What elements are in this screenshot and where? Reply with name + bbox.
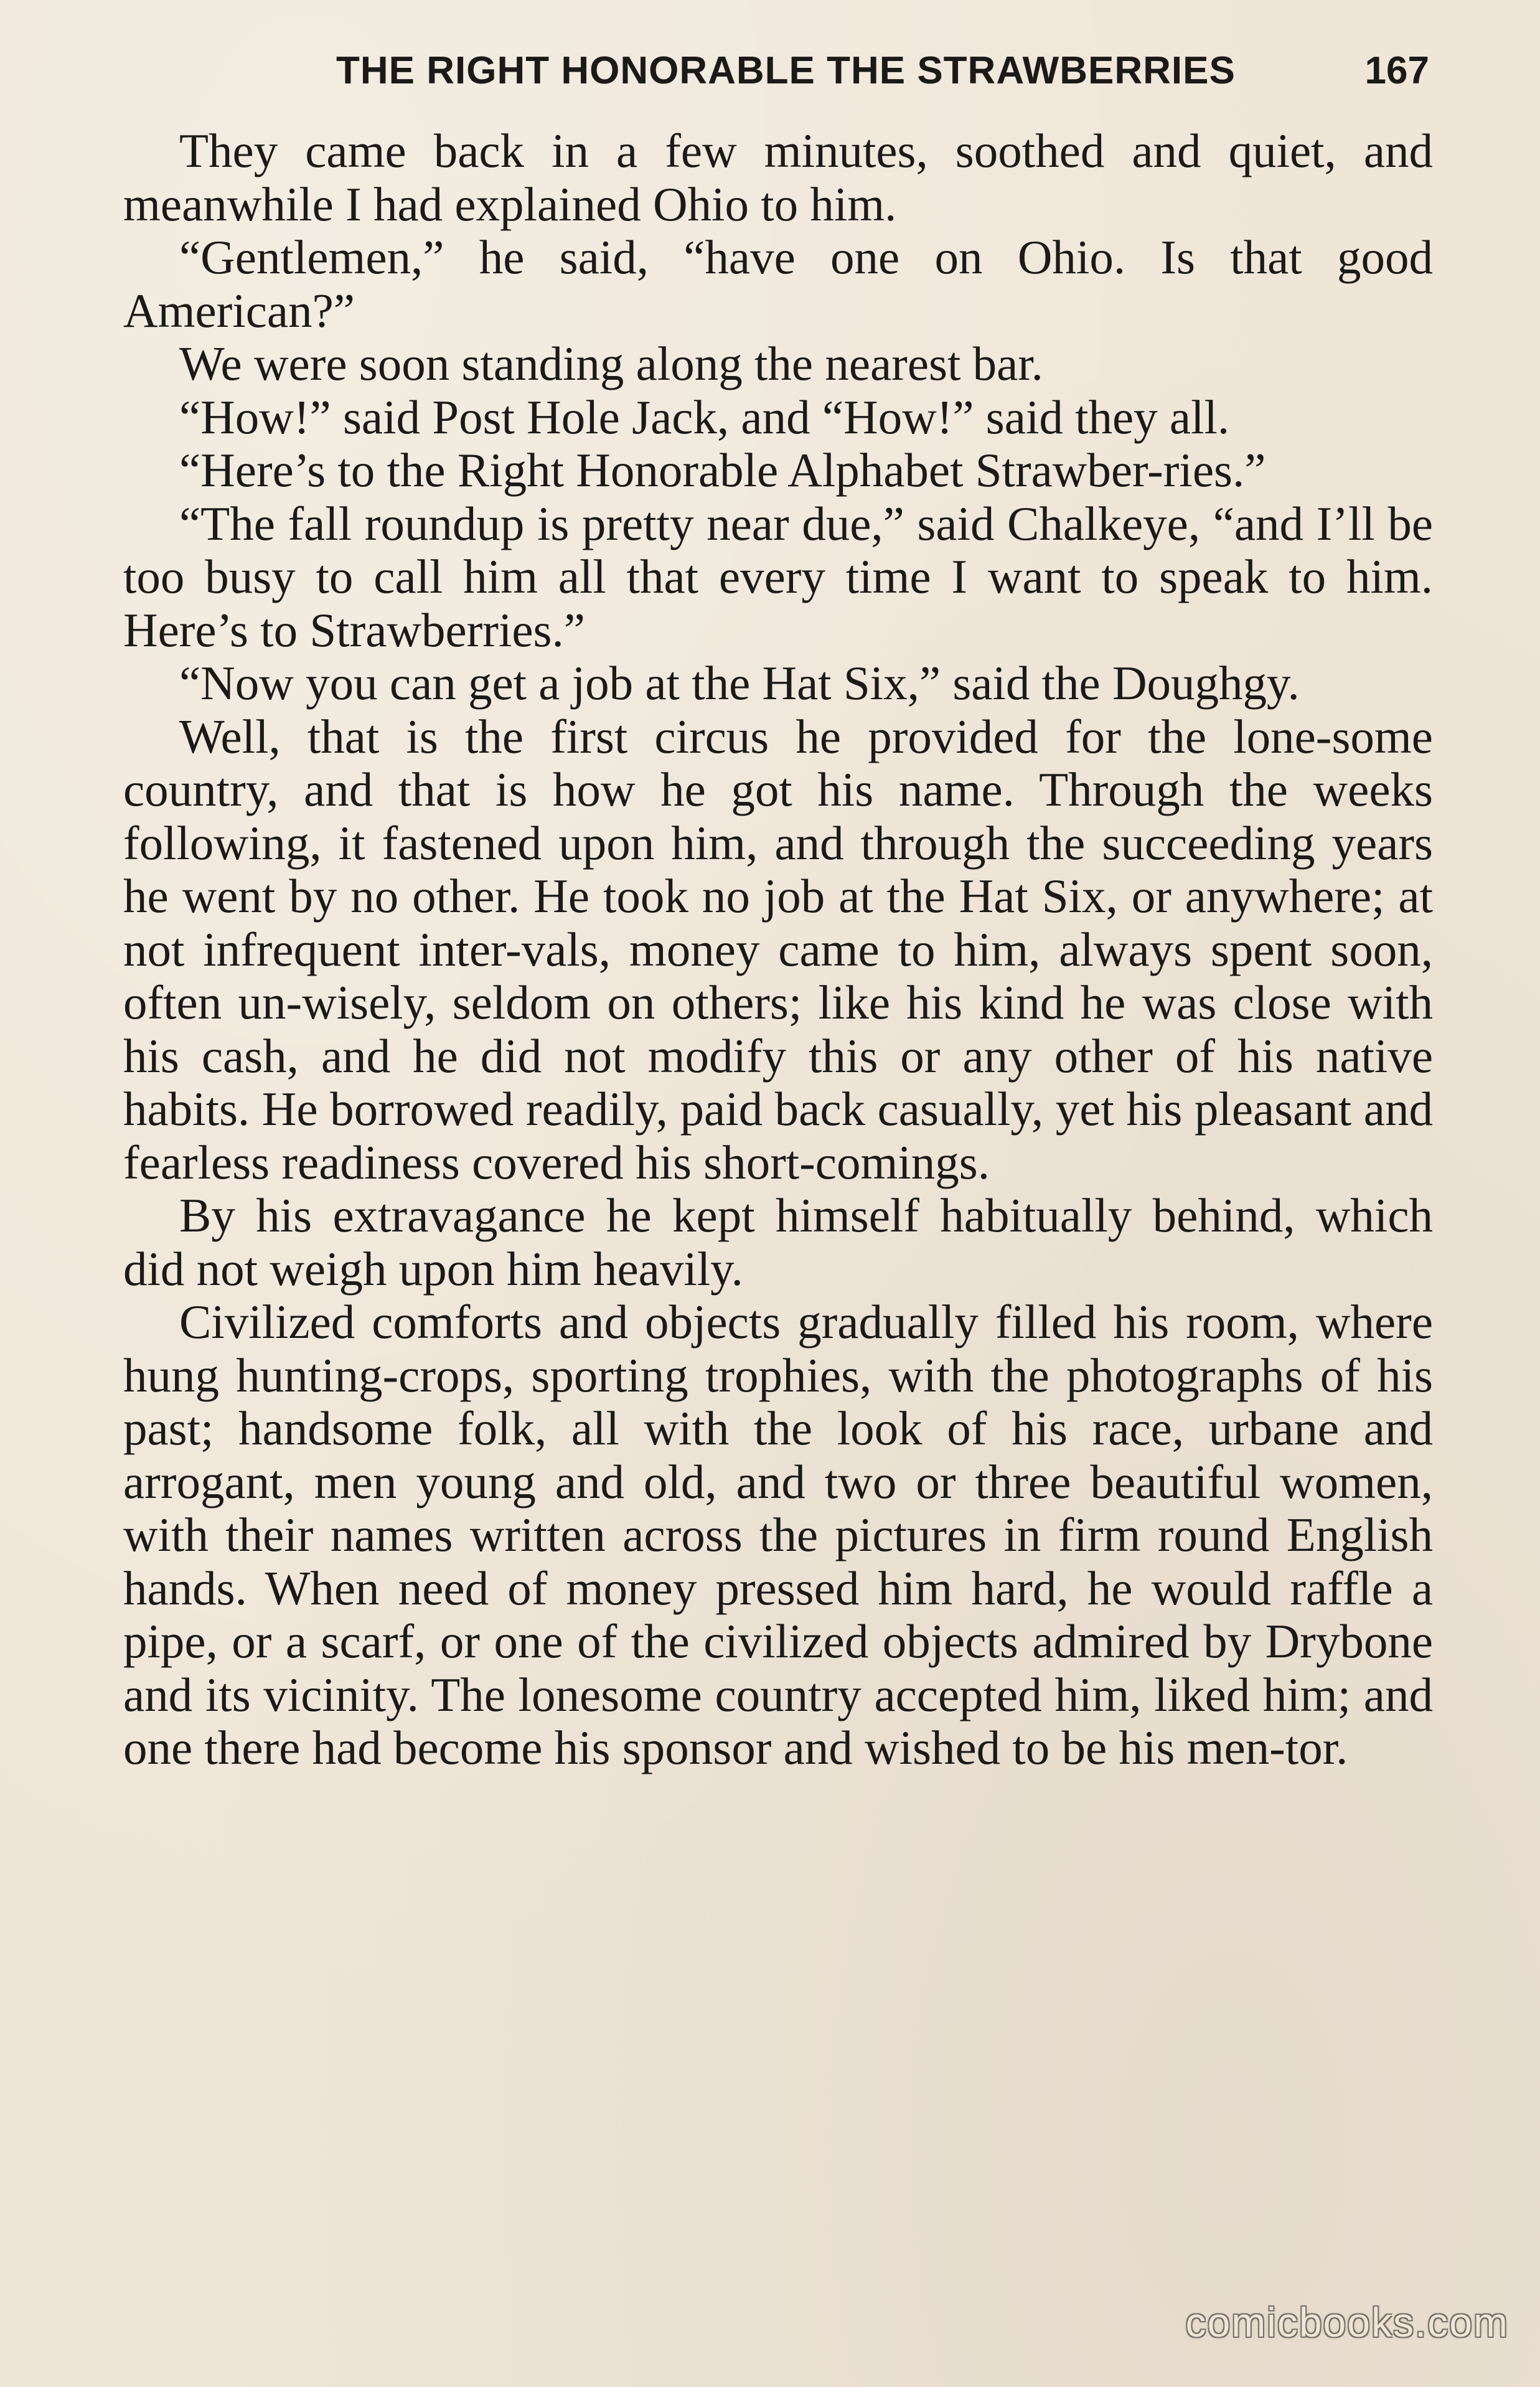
paragraph: “Gentlemen,” he said, “have one on Ohio. Is that good American?”: [123, 230, 1433, 337]
running-title: THE RIGHT HONORABLE THE STRAWBERRIES: [336, 49, 1236, 92]
paragraph: “How!” said Post Hole Jack, and “How!” said they all.: [179, 390, 1230, 444]
paragraph: They came back in a few minutes, soothed and quiet, and meanwhile I had explained Ohio to him.: [123, 124, 1433, 231]
paragraph: “Now you can get a job at the Hat Six,” said the Doughgy.: [179, 656, 1300, 710]
page-number: 167: [1364, 49, 1429, 92]
paragraph: “The fall roundup is pretty near due,” said Chalkeye, “and I’ll be too busy to call him all that every time I want to speak to him. Here’s to Strawberries.”: [123, 496, 1433, 657]
paragraph: Civilized comforts and objects gradually filled his room, where hung hunting-crops, sporting trophies, with the photographs of his past; handsome folk, all with the look of his race, urbane and arrogant, men young and old, and two or three beautiful women, with their names written across the pictures in firm round English hands. When need of money pressed him hard, he would raffle a pipe, or a scarf, or one of the civilized objects admired by Drybone and its vicinity. The lonesome country accepted him, liked him; and one there had become his sponsor and wished to be his men-tor.: [123, 1295, 1433, 1774]
watermark-logo: comicbooks.com: [1185, 2299, 1509, 2345]
paragraph: By his extravagance he kept himself habitually behind, which did not weigh upon him heavily.: [123, 1189, 1433, 1296]
paragraph: “Here’s to the Right Honorable Alphabet Strawber-ries.”: [179, 443, 1266, 497]
body-text: [123, 125, 1433, 1775]
paragraph: We were soon standing along the nearest bar.: [179, 337, 1043, 390]
paragraph: Well, that is the first circus he provided for the lone-some country, and that is how he got his name. Through the weeks following, it fastened upon him, and through the succeeding years he went by no other. He took no job at the Hat Six, or anywhere; at not infrequent inter-vals, money came to him, always spent soon, often un-wisely, seldom on others; like his kind he was close with his cash, and he did not modify this or any other of his native habits. He borrowed readily, paid back casually, yet his pleasant and fearless readiness covered his short-comings.: [123, 709, 1433, 1189]
